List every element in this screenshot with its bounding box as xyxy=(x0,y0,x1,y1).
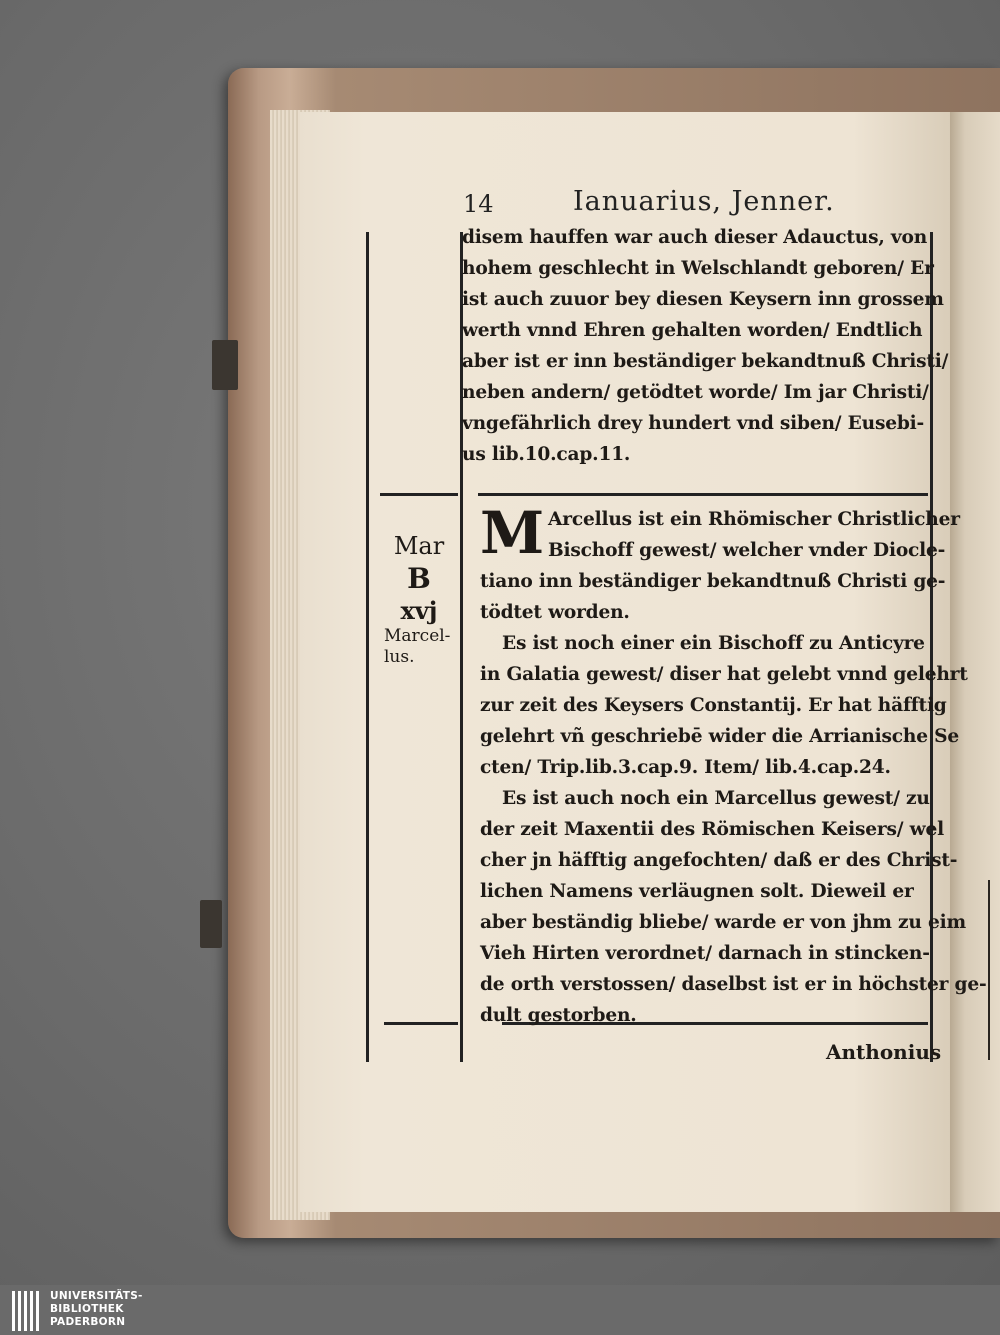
facing-page-rule xyxy=(988,880,1000,1060)
text-line: cher jn häfftig angefochten/ daß er des Christ- xyxy=(480,850,958,871)
text-line: ist auch zuuor bey diesen Keysern inn grossem xyxy=(462,289,944,310)
text-block-marcellus xyxy=(480,499,987,1031)
section-divider-margin xyxy=(380,493,458,496)
drop-cap: M xyxy=(480,499,545,567)
text-line: werth vnnd Ehren gehalten worden/ Endtlich xyxy=(462,320,923,341)
clasp-upper xyxy=(212,340,238,390)
bottom-rule-margin xyxy=(384,1022,458,1025)
text-block-adauctus xyxy=(462,222,948,470)
text-line: cten/ Trip.lib.3.cap.9. Item/ lib.4.cap.24. xyxy=(480,757,891,778)
margin-note-saint: Marcel- xyxy=(384,626,451,646)
text-line: Vieh Hirten verordnet/ darnach in stincken- xyxy=(480,943,930,964)
margin-note-letter: B xyxy=(407,562,431,595)
page-header xyxy=(455,186,925,226)
text-line: de orth verstossen/ daselbst ist er in höchster ge- xyxy=(480,974,987,995)
library-logo-text xyxy=(50,1290,143,1329)
text-line: der zeit Maxentii des Römischen Keisers/ wel xyxy=(480,819,944,840)
text-line: in Galatia gewest/ diser hat gelebt vnnd gelehrt xyxy=(480,664,968,685)
text-line: dult gestorben. xyxy=(480,1005,637,1026)
text-line: aber ist er inn beständiger bekandtnuß Christi/ xyxy=(462,351,949,372)
text-line: Arcellus ist ein Rhömischer Christlicher xyxy=(548,509,960,530)
margin-note-saint-cont: lus. xyxy=(384,647,415,667)
logo-line: PADERBORN xyxy=(50,1316,126,1328)
text-line: hohem geschlecht in Welschlandt geboren/ Er xyxy=(462,258,934,279)
text-line: Es ist noch einer ein Bischoff zu Anticyre xyxy=(502,633,925,654)
text-line: neben andern/ getödtet worde/ Im jar Christi/ xyxy=(462,382,929,403)
running-title: Ianuarius, Jenner. xyxy=(573,186,835,217)
text-line: aber beständig bliebe/ warde er von jhm zu eim xyxy=(480,912,966,933)
text-line: vngefährlich drey hundert vnd siben/ Eusebi- xyxy=(462,413,925,434)
text-line: disem hauffen war auch dieser Adauctus, von xyxy=(462,227,928,248)
text-line: tiano inn beständiger bekandtnuß Christi ge- xyxy=(480,571,946,592)
margin-rule-left xyxy=(366,232,369,1062)
clasp-lower xyxy=(200,900,222,948)
library-footer xyxy=(0,1285,1000,1335)
text-line: Bischoff gewest/ welcher vnder Diocle- xyxy=(548,540,946,561)
logo-line: UNIVERSITÄTS- xyxy=(50,1290,143,1302)
logo-line: BIBLIOTHEK xyxy=(50,1303,124,1315)
library-logo-icon xyxy=(12,1291,42,1331)
text-line: Es ist auch noch ein Marcellus gewest/ zu xyxy=(502,788,930,809)
page-number: 14 xyxy=(463,190,494,218)
margin-note-date xyxy=(378,530,460,668)
text-line: zur zeit des Keysers Constantij. Er hat häfftig xyxy=(480,695,947,716)
margin-note-month: Mar xyxy=(393,532,445,560)
text-line: us lib.10.cap.11. xyxy=(462,444,631,465)
margin-note-day: xvj xyxy=(400,596,438,625)
section-divider-text xyxy=(478,493,928,496)
catchword: Anthonius xyxy=(826,1040,942,1064)
text-line: lichen Namens verläugnen solt. Dieweil er xyxy=(480,881,914,902)
text-line: tödtet worden. xyxy=(480,602,630,623)
text-line: gelehrt vñ geschriebē wider die Arrianische Se xyxy=(480,726,959,747)
